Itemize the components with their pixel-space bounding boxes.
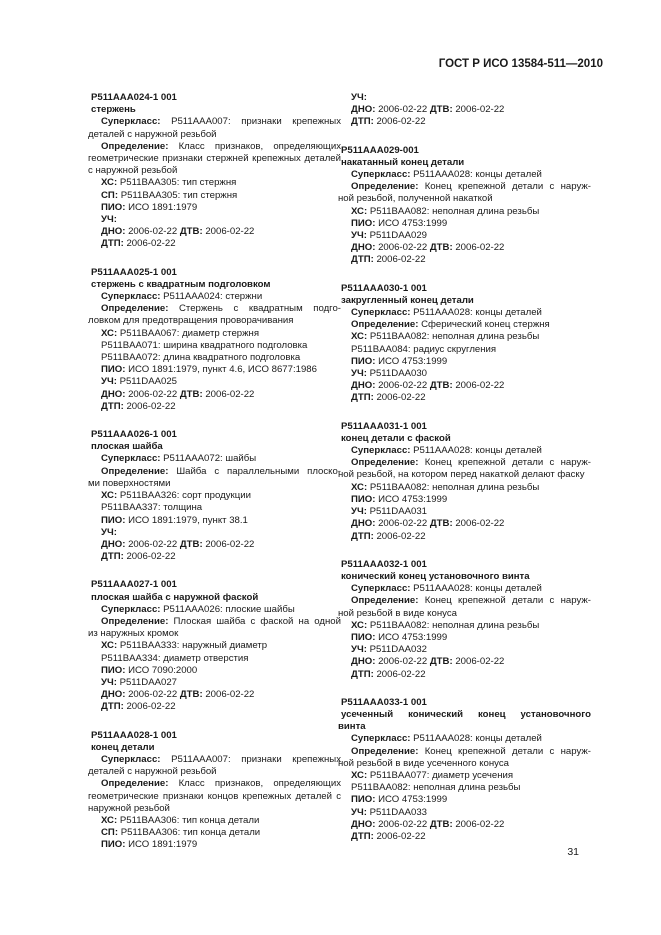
entry-code: P511AAA024-1 001: [91, 92, 177, 103]
entry-uch: УЧ: P511DAA029: [351, 230, 427, 242]
entry-pio: ПИО: ИСО 1891:1979: [101, 201, 198, 213]
entry-p511aaa025: P511AAA025-1 001 стержень с квадратным подголовком Суперкласс: P511AAA024: стержни Определение: Стержень с квадратным подго- ловком для предотвращения проворачивания ХС: P511BAA067: диаметр стержня P511BAA071: ширина квадратного подголовка P511BAA072: длина квадратного подголовка ПИО: ИСО 1891:1979, пункт 4.6, ИСО 8677:1986 УЧ: P511DAA025 ДНО: 2006-02-22 ДТВ: 2006-02-22 ДТП: 2006-02-22: [88, 266, 341, 412]
entry-xs: ХС: P511BAA077: диаметр усечения: [351, 769, 514, 781]
entry-xs: ХС: P511BAA305: тип стержня: [101, 177, 237, 189]
entry-uch: УЧ: P511DAA032: [351, 644, 427, 656]
entry-uch: УЧ: P511DAA030: [351, 368, 427, 380]
entry-name: плоская шайба с наружной фаской: [91, 591, 259, 603]
entry-pio: ПИО: ИСО 4753:1999: [351, 355, 448, 367]
entry-p511aaa028-continued: [338, 92, 591, 129]
entry-superclass: Суперкласс: P511AAA072: шайбы: [101, 453, 257, 465]
entry-xs: ХС: P511BAA326: сорт продукции: [101, 490, 251, 502]
page-number: 31: [567, 846, 579, 858]
entry-uch: УЧ: P511DAA033: [351, 806, 427, 818]
entry-p511aaa032: P511AAA032-1 001 конический конец установочного винта Суперкласс: P511AAA028: концы деталей Определение: Конец крепежной детали с наруж- ной резьбой в виде конуса ХС: P511BAA082: неполная длина резьбы ПИО: ИСО 4753:1999 УЧ: P511DAA032 ДНО: 2006-02-22 ДТВ: 2006-02-22 ДТП: 2006-02-22: [338, 558, 591, 680]
right-column: [338, 92, 591, 859]
entry-definition: Определение: Класс признаков, определяющих: [101, 778, 341, 790]
entry-superclass: Суперкласс: P511AAA028: концы деталей: [351, 583, 542, 595]
entry-name: конец детали: [91, 741, 155, 753]
entry-code: P511AAA030-1 001: [341, 282, 427, 294]
entry-xs: ХС: P511BAA067: диаметр стержня: [101, 327, 260, 339]
entry-pio: ПИО: ИСО 4753:1999: [351, 217, 448, 229]
entry-pio: ПИО: ИСО 4753:1999: [351, 493, 448, 505]
entry-superclass: Суперкласс: P511AAA007: признаки крепежных: [101, 753, 341, 765]
entry-definition: Определение: Плоская шайба с фаской на одной: [101, 615, 341, 627]
entry-p511aaa033: P511AAA033-1 001 усеченный конический конец установочного винта Суперкласс: P511AAA028: концы деталей Определение: Конец крепежной детали с наруж- ной резьбой в виде усеченного конуса ХС: P511BAA077: диаметр усечения P511BAA082: неполная длина резьбы ПИО: ИСО 4753:1999 УЧ: P511DAA033 ДНО: 2006-02-22 ДТВ: 2006-02-22 ДТП: 2006-02-22: [338, 696, 591, 842]
entry-superclass: Суперкласс: P511AAA026: плоские шайбы: [101, 603, 295, 615]
entry-dates: ДНО: 2006-02-22 ДТВ: 2006-02-22: [351, 104, 505, 116]
entry-code: P511AAA027-1 001: [91, 579, 177, 591]
entry-xs: ХС: P511BAA333: наружный диаметр: [101, 640, 268, 652]
entry-pio: ПИО: ИСО 1891:1979: [101, 839, 198, 851]
entry-dtp: ДТП: 2006-02-22: [351, 830, 426, 842]
entry-name-continued: винта: [338, 721, 366, 733]
entry-dtp: ДТП: 2006-02-22: [351, 392, 426, 404]
entry-dtp: ДТП: 2006-02-22: [101, 551, 176, 563]
entry-name: усеченный конический конец установочного: [341, 708, 591, 720]
entry-name: закругленный конец детали: [341, 294, 474, 306]
entry-pio: ПИО: ИСО 7090:2000: [101, 664, 198, 676]
entry-definition: Определение: Конец крепежной детали с наруж-: [351, 745, 591, 757]
entry-pio: ПИО: ИСО 4753:1999: [351, 631, 448, 643]
entry-code: P511AAA032-1 001: [341, 558, 427, 570]
entry-uch: УЧ:: [101, 214, 117, 226]
entry-p511aaa029: P511AAA029-001 накатанный конец детали Суперкласс: P511AAA028: концы деталей Определение: Конец крепежной детали с наруж- ной резьбой, полученной накаткой ХС: P511BAA082: неполная длина резьбы ПИО: ИСО 4753:1999 УЧ: P511DAA029 ДНО: 2006-02-22 ДТВ: 2006-02-22 ДТП: 2006-02-22: [338, 144, 591, 266]
entry-superclass: Суперкласс: P511AAA028: концы деталей: [351, 445, 542, 457]
entry-dates: ДНО: 2006-02-22 ДТВ: 2006-02-22: [101, 689, 255, 701]
entry-definition: Определение: Сферический конец стержня: [351, 319, 550, 331]
entry-superclass: Суперкласс: P511AAA007: признаки крепежных: [101, 116, 341, 128]
entry-uch: УЧ: P511DAA025: [101, 376, 177, 388]
entry-name: плоская шайба: [91, 441, 163, 453]
entry-dtp: ДТП: 2006-02-22: [101, 400, 176, 412]
entry-dtp: ДТП: 2006-02-22: [351, 116, 426, 128]
entry-name: накатанный конец детали: [341, 156, 465, 168]
entry-dtp: ДТП: 2006-02-22: [351, 254, 426, 266]
entry-superclass: Суперкласс: P511AAA028: концы деталей: [351, 307, 542, 319]
entry-xs: ХС: P511BAA082: неполная длина резьбы: [351, 331, 540, 343]
entry-dates: ДНО: 2006-02-22 ДТВ: 2006-02-22: [351, 818, 505, 830]
entry-code: P511AAA025-1 001: [91, 266, 177, 278]
entry-p511aaa028: P511AAA028-1 001 конец детали Суперкласс: P511AAA007: признаки крепежных деталей с наружной резьбой Определение: Класс признаков, определяющих геометрические признаки концов крепежных деталей с наружной резьбой ХС: P511BAA306: тип конца детали СП: P511BAA306: тип конца детали ПИО: ИСО 1891:1979: [88, 729, 341, 851]
entry-definition: Определение: Конец крепежной детали с наруж-: [351, 595, 591, 607]
entry-uch: УЧ:: [351, 92, 367, 103]
entry-code: P511AAA028-1 001: [91, 729, 177, 741]
entry-xs: ХС: P511BAA082: неполная длина резьбы: [351, 205, 540, 217]
entry-name: конец детали с фаской: [341, 432, 451, 444]
entry-uch: УЧ: P511DAA027: [101, 676, 177, 688]
entry-definition: Определение: Стержень с квадратным подго-: [101, 303, 341, 315]
entry-name: конический конец установочного винта: [341, 570, 530, 582]
entry-code: P511AAA033-1 001: [341, 696, 427, 708]
entry-pio: ПИО: ИСО 1891:1979, пункт 38.1: [101, 514, 248, 526]
entry-dates: ДНО: 2006-02-22 ДТВ: 2006-02-22: [351, 242, 505, 254]
entry-pio: ПИО: ИСО 4753:1999: [351, 794, 448, 806]
entry-xs: ХС: P511BAA306: тип конца детали: [101, 814, 260, 826]
entry-superclass: Суперкласс: P511AAA028: концы деталей: [351, 733, 542, 745]
entry-dates: ДНО: 2006-02-22 ДТВ: 2006-02-22: [101, 388, 255, 400]
entry-dates: ДНО: 2006-02-22 ДТВ: 2006-02-22: [101, 538, 255, 550]
entry-name: стержень с квадратным подголовком: [91, 278, 271, 290]
entry-code: P511AAA026-1 001: [91, 429, 177, 441]
entry-dtp: ДТП: 2006-02-22: [351, 530, 426, 542]
entry-definition: Определение: Конец крепежной детали с наруж-: [351, 457, 591, 469]
entry-code: P511AAA031-1 001: [341, 420, 427, 432]
entry-code: P511AAA029-001: [341, 144, 419, 156]
entry-dates: ДНО: 2006-02-22 ДТВ: 2006-02-22: [351, 518, 505, 530]
document-header: ГОСТ Р ИСО 13584-511—2010: [438, 58, 603, 70]
entry-xs: ХС: P511BAA082: неполная длина резьбы: [351, 619, 540, 631]
entry-p511aaa027: P511AAA027-1 001 плоская шайба с наружной фаской Суперкласс: P511AAA026: плоские шайбы Определение: Плоская шайба с фаской на одной из наружных кромок ХС: P511BAA333: наружный диаметр P511BAA334: диаметр отверстия ПИО: ИСО 7090:2000 УЧ: P511DAA027 ДНО: 2006-02-22 ДТВ: 2006-02-22 ДТП: 2006-02-22: [88, 579, 341, 713]
entry-superclass: Суперкласс: P511AAA028: концы деталей: [351, 169, 542, 181]
entry-definition: Определение: Шайба с параллельными плоско-: [101, 465, 341, 477]
entry-definition: Определение: Класс признаков, определяющих: [101, 140, 341, 152]
entry-xs: ХС: P511BAA082: неполная длина резьбы: [351, 481, 540, 493]
entry-pio: ПИО: ИСО 1891:1979, пункт 4.6, ИСО 8677:1986: [101, 364, 317, 376]
entry-p511aaa030: P511AAA030-1 001 закругленный конец детали Суперкласс: P511AAA028: концы деталей Определение: Сферический конец стержня ХС: P511BAA082: неполная длина резьбы P511BAA084: радиус скругления ПИО: ИСО 4753:1999 УЧ: P511DAA030 ДНО: 2006-02-22 ДТВ: 2006-02-22 ДТП: 2006-02-22: [338, 283, 591, 405]
entry-uch: УЧ: P511DAA031: [351, 506, 427, 518]
entry-sp: СП: P511BAA306: тип конца детали: [101, 827, 261, 839]
left-column: [88, 92, 341, 868]
entry-definition: Определение: Конец крепежной детали с наруж-: [351, 181, 591, 193]
entry-dates: ДНО: 2006-02-22 ДТВ: 2006-02-22: [351, 656, 505, 668]
entry-p511aaa024: P511AAA024-1 001 стержень Суперкласс: P511AAA007: признаки крепежных деталей с наружной резьбой Определение: Класс признаков, определяющих геометрические признаки стержней крепежных деталей с наружной резьбой ХС: P511BAA305: тип стержня СП: P511BAA305: тип стержня ПИО: ИСО 1891:1979 УЧ: ДНО: 2006-02-22 ДТВ: 2006-02-22 ДТП: 2006-02-22: [88, 92, 341, 250]
entry-dtp: ДТП: 2006-02-22: [101, 701, 176, 713]
entry-uch: УЧ:: [101, 526, 117, 538]
entry-p511aaa026: P511AAA026-1 001 плоская шайба Суперкласс: P511AAA072: шайбы Определение: Шайба с параллельными плоско- ми поверхностями ХС: P511BAA326: сорт продукции P511BAA337: толщина ПИО: ИСО 1891:1979, пункт 38.1 УЧ: ДНО: 2006-02-22 ДТВ: 2006-02-22 ДТП: 2006-02-22: [88, 429, 341, 563]
entry-sp: СП: P511BAA305: тип стержня: [101, 189, 238, 201]
entry-name: стержень: [91, 104, 136, 116]
entry-p511aaa031: P511AAA031-1 001 конец детали с фаской Суперкласс: P511AAA028: концы деталей Определение: Конец крепежной детали с наруж- ной резьбой, на котором перед накаткой делают фаску ХС: P511BAA082: неполная длина резьбы ПИО: ИСО 4753:1999 УЧ: P511DAA031 ДНО: 2006-02-22 ДТВ: 2006-02-22 ДТП: 2006-02-22: [338, 420, 591, 542]
entry-dtp: ДТП: 2006-02-22: [351, 668, 426, 680]
entry-dates: ДНО: 2006-02-22 ДТВ: 2006-02-22: [351, 380, 505, 392]
entry-superclass: Суперкласс: P511AAA024: стержни: [101, 291, 263, 303]
entry-dtp: ДТП: 2006-02-22: [101, 238, 176, 250]
entry-dates: ДНО: 2006-02-22 ДТВ: 2006-02-22: [101, 226, 255, 238]
